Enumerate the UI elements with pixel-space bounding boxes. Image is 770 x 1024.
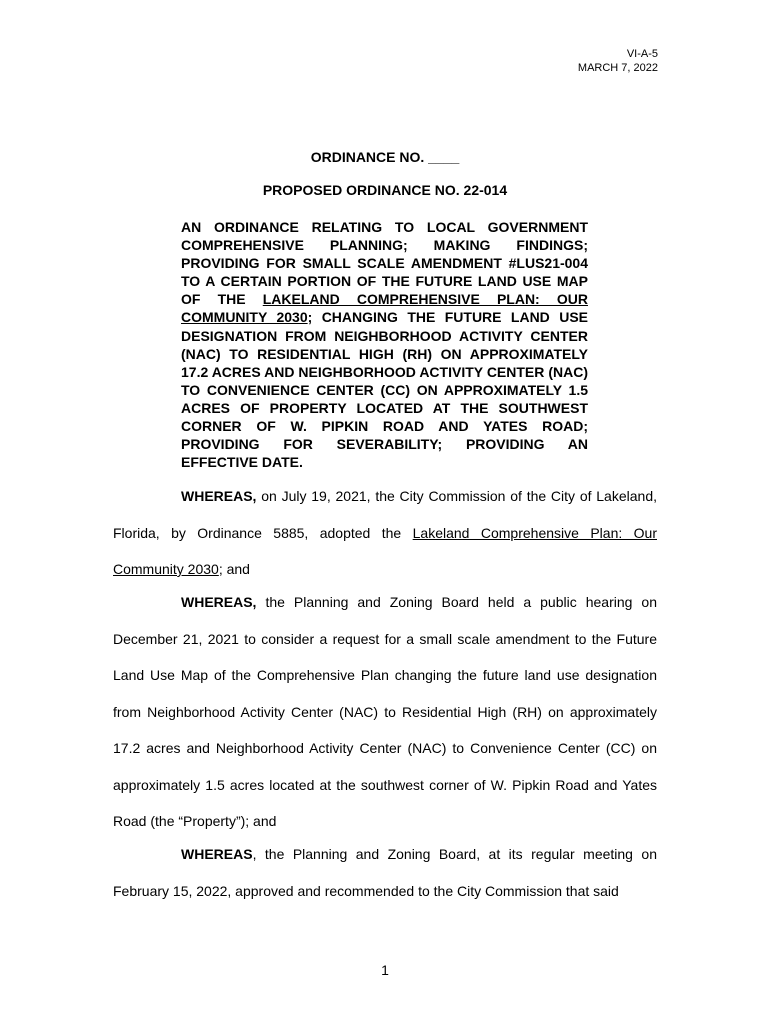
document-reference-code: VI-A-5 xyxy=(626,48,658,60)
ordinance-caption xyxy=(181,218,588,471)
whereas-paragraph-3 xyxy=(113,836,657,909)
whereas-lead-1: WHEREAS, xyxy=(181,488,257,504)
paragraph-1-plan-name: Lakeland Comprehensive Plan: Our Community 2030 xyxy=(113,524,657,577)
whereas-paragraph-1 xyxy=(113,478,657,588)
paragraph-1-end: ; and xyxy=(218,561,250,577)
document-date: MARCH 7, 2022 xyxy=(577,62,658,74)
ordinance-number-title: ORDINANCE NO. ____ xyxy=(310,149,460,165)
paragraph-2-text: the Planning and Zoning Board held a public hearing on December 21, 2021 to consider a request for a small scale amendment to the Future Land Use Map of the Comprehensive Plan changing the future land use designation from Neighborhood Activity Center (NAC) to Residential High (RH) on approximately 17.2 acres and Neighborhood Activity Center (NAC) to Convenience Center (CC) on approximately 1.5 acres located at the southwest corner of W. Pipkin Road and Yates Road (the “Property”); and xyxy=(113,594,657,829)
caption-text-part-2: ; CHANGING THE FUTURE LAND USE DESIGNATION FROM NEIGHBORHOOD ACTIVITY CENTER (NAC) TO RESIDENTIAL HIGH (RH) ON APPROXIMATELY 17.2 ACRES AND NEIGHBORHOOD ACTIVITY CENTER (NAC) TO CONVENIENCE CENTER (CC) ON APPROXIMATELY 1.5 ACRES OF PROPERTY LOCATED AT THE SOUTHWEST CORNER OF W. PIPKIN ROAD AND YATES ROAD; PROVIDING FOR SEVERABILITY; PROVIDING AN EFFECTIVE DATE. xyxy=(181,309,588,471)
whereas-lead-2: WHEREAS, xyxy=(181,594,257,610)
paragraph-1-text: on July 19, 2021, the City Commission of the City of Lakeland, Florida, by Ordinance 5885, adopted the xyxy=(113,488,657,541)
caption-plan-name: LAKELAND COMPREHENSIVE PLAN: OUR COMMUNITY 2030 xyxy=(181,291,588,326)
page-number: 1 xyxy=(381,962,389,978)
whereas-paragraph-2 xyxy=(113,584,657,840)
caption-text-part-1: AN ORDINANCE RELATING TO LOCAL GOVERNMENT COMPREHENSIVE PLANNING; MAKING FINDINGS; PROVIDING FOR SMALL SCALE AMENDMENT #LUS21-004 TO A CERTAIN PORTION OF THE FUTURE LAND USE MAP OF THE xyxy=(181,219,588,308)
proposed-ordinance-title: PROPOSED ORDINANCE NO. 22-014 xyxy=(262,182,508,198)
paragraph-3-text: , the Planning and Zoning Board, at its regular meeting on February 15, 2022, approved and recommended to the City Commission that said xyxy=(113,846,657,899)
whereas-lead-3: WHEREAS xyxy=(181,846,253,862)
